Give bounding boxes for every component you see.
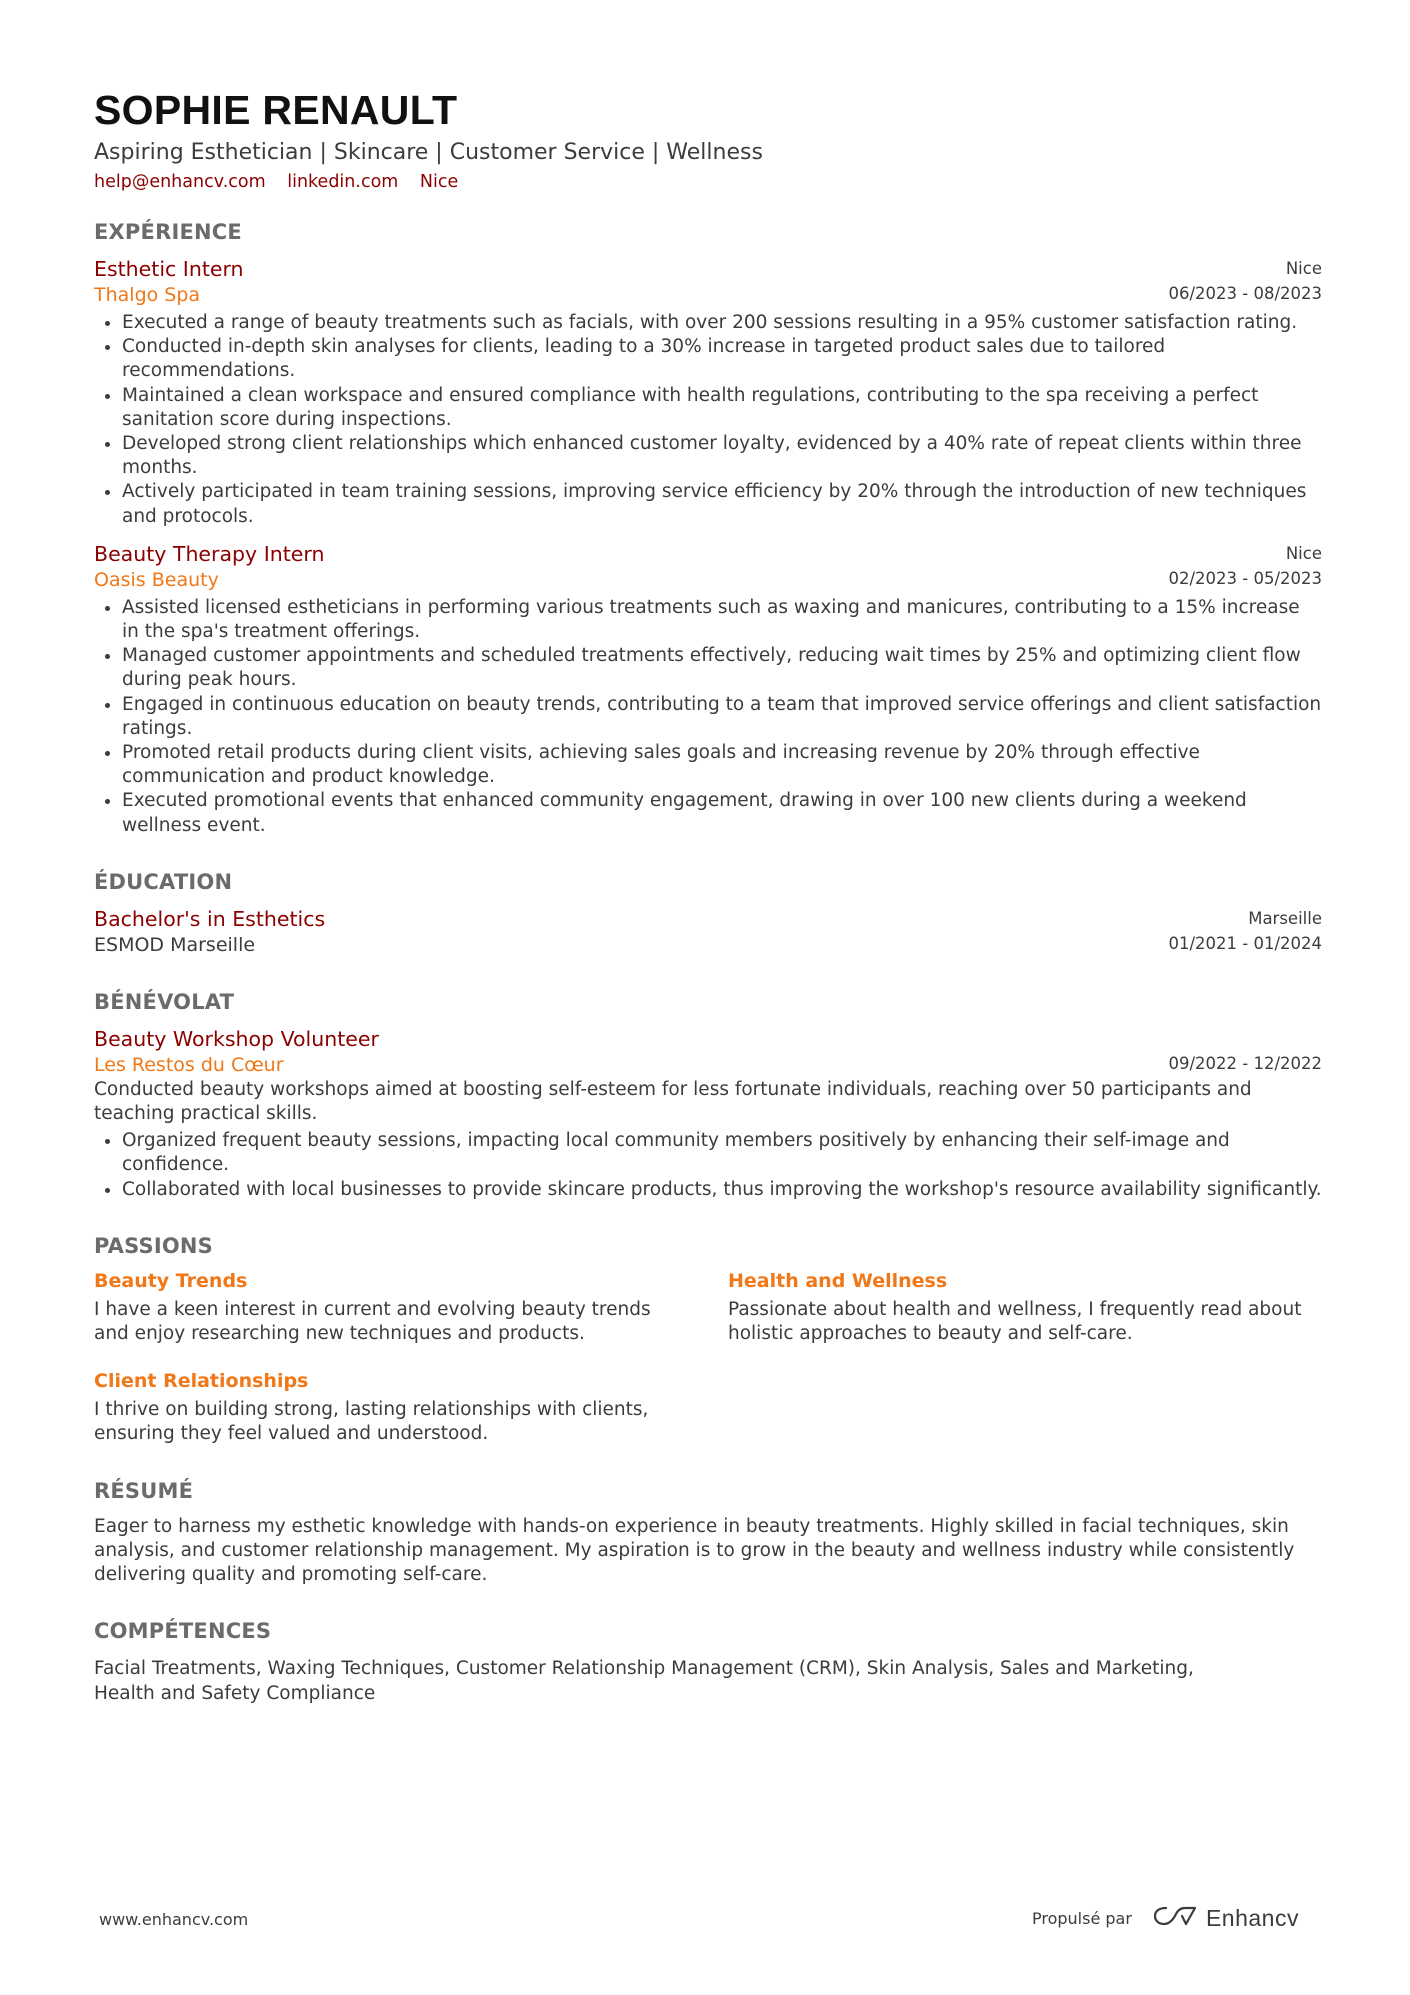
bullet-item: • Conducted in-depth skin analyses for clients, leading to a 30% increase in targeted product sales due to tailored recommendations. <box>122 335 1322 383</box>
bullet-item: • Executed promotional events that enhanced community engagement, drawing in over 100 new clients during a weekend wellness event. <box>122 789 1322 837</box>
bullet-item: • Managed customer appointments and scheduled treatments effectively, reducing wait times by 25% and optimizing client flow during peak hours. <box>122 644 1322 692</box>
candidate-name: SOPHIE RENAULT <box>94 87 458 133</box>
bullet-item: • Promoted retail products during client visits, achieving sales goals and increasing revenue by 20% through effective communication and product knowledge. <box>122 741 1322 789</box>
job-meta <box>1168 256 1322 306</box>
skills-line: Facial Treatments, Waxing Techniques, Customer Relationship Management (CRM), Skin Analysis, Sales and Marketing, <box>94 1658 1194 1680</box>
experience-section <box>94 218 1322 838</box>
passion-item <box>94 1268 728 1346</box>
passion-title: Health and Wellness <box>728 1269 948 1292</box>
bullet-item: • Organized frequent beauty sessions, impacting local community members positively by enhancing their self-image and confidence. <box>122 1129 1322 1177</box>
section-title-education: ÉDUCATION <box>94 869 233 894</box>
bullet-item: • Engaged in continuous education on beauty trends, contributing to a team that improved service offerings and client satisfaction ratings. <box>122 693 1322 741</box>
volunteer-bullets <box>94 1129 1322 1202</box>
education-section <box>94 868 1322 958</box>
powered-by-label: Propulsé par <box>1032 1908 1132 1928</box>
section-title-experience: EXPÉRIENCE <box>94 220 242 244</box>
job-location: Nice <box>1285 543 1322 563</box>
skills-line: Health and Safety Compliance <box>94 1682 376 1704</box>
location-link[interactable]: Nice <box>419 172 459 192</box>
volunteer-org: Les Restos du Cœur <box>94 1053 284 1076</box>
volunteer-summary: Conducted beauty workshops aimed at boosting self-esteem for less fortunate individuals, reaching over 50 participants and teaching practical skills. <box>94 1078 1252 1125</box>
job-title: Beauty Therapy Intern <box>94 541 325 566</box>
job-title: Esthetic Intern <box>94 257 244 281</box>
passion-description: I thrive on building strong, lasting relationships with clients, ensuring they feel valued and understood. <box>94 1399 649 1445</box>
company-name: Oasis Beauty <box>94 568 219 591</box>
volunteer-section <box>94 988 1322 1202</box>
brand-name: Enhancv <box>1205 1904 1299 1931</box>
contact-line <box>94 170 1322 194</box>
footer-website[interactable]: www.enhancv.com <box>99 1910 249 1929</box>
passion-description: I have a keen interest in current and evolving beauty trends and enjoy researching new techniques and products. <box>94 1298 651 1345</box>
bullet-item: • Maintained a clean workspace and ensured compliance with health regulations, contributing to the spa receiving a perfect sanitation score during inspections. <box>122 384 1322 432</box>
bullet-item: • Developed strong client relationships which enhanced customer loyalty, evidenced by a 40% rate of repeat clients within three months. <box>122 432 1322 480</box>
passion-description: Passionate about health and wellness, I frequently read about holistic approaches to beauty and self-care. <box>728 1298 1302 1345</box>
passion-item <box>94 1368 728 1446</box>
company-name: Thalgo Spa <box>94 284 201 306</box>
bullet-item: • Actively participated in team training sessions, improving service efficiency by 20% through the introduction of new techniques and protocols. <box>122 480 1322 528</box>
section-title-passions: PASSIONS <box>94 1233 213 1258</box>
job-meta <box>1168 541 1322 591</box>
skills-list <box>94 1657 1322 1705</box>
volunteer-dates: 09/2022 - 12/2022 <box>1168 1053 1322 1073</box>
section-title-skills: COMPÉTENCES <box>94 1619 272 1644</box>
education-dates: 01/2021 - 01/2024 <box>1168 933 1322 953</box>
enhancv-logo-icon <box>1152 1904 1198 1932</box>
experience-entry <box>94 541 1322 838</box>
passions-grid <box>94 1268 1322 1447</box>
job-bullets <box>94 596 1322 838</box>
section-title-summary: RÉSUMÉ <box>94 1478 194 1503</box>
summary-text: Eager to harness my esthetic knowledge with hands-on experience in beauty treatments. Highly skilled in facial techniques, skin analysis, and customer relationship management. My aspiration is to grow in the beauty and wellness industry while consistently delivering quality and promoting self-care. <box>94 1515 1295 1586</box>
resume-page <box>94 86 1322 1706</box>
passion-title: Client Relationships <box>94 1370 309 1393</box>
passion-title: Beauty Trends <box>94 1269 248 1292</box>
headline: Aspiring Esthetician | Skincare | Customer Service | Wellness <box>94 140 763 165</box>
bullet-item: • Assisted licensed estheticians in performing various treatments such as waxing and manicures, contributing to a 15% increase in the spa's treatment offerings. <box>122 596 1322 644</box>
passion-item <box>728 1268 1322 1346</box>
summary-section <box>94 1477 1322 1588</box>
volunteer-role: Beauty Workshop Volunteer <box>94 1026 379 1051</box>
footer-branding <box>1032 1904 1299 1932</box>
linkedin-link[interactable]: linkedin.com <box>287 172 399 192</box>
volunteer-entry <box>94 1026 1322 1202</box>
education-location: Marseille <box>1248 908 1322 928</box>
degree-title: Bachelor's in Esthetics <box>94 906 326 931</box>
skills-section <box>94 1617 1322 1705</box>
job-dates: 06/2023 - 08/2023 <box>1168 284 1322 303</box>
email-link[interactable]: help@enhancv.com <box>94 172 266 192</box>
job-bullets <box>94 311 1322 529</box>
bullet-item: • Collaborated with local businesses to provide skincare products, thus improving the workshop's resource availability significantly. <box>122 1178 1322 1202</box>
education-entry <box>94 906 1322 958</box>
education-meta <box>1168 906 1322 956</box>
passions-section <box>94 1232 1322 1447</box>
bullet-item: • Executed a range of beauty treatments such as facials, with over 200 sessions resulting in a 95% customer satisfaction rating. <box>122 311 1322 335</box>
job-location: Nice <box>1285 259 1322 278</box>
experience-entry <box>94 256 1322 529</box>
school-name: ESMOD Marseille <box>94 933 256 956</box>
section-title-volunteer: BÉNÉVOLAT <box>94 989 235 1014</box>
job-dates: 02/2023 - 05/2023 <box>1168 568 1322 588</box>
